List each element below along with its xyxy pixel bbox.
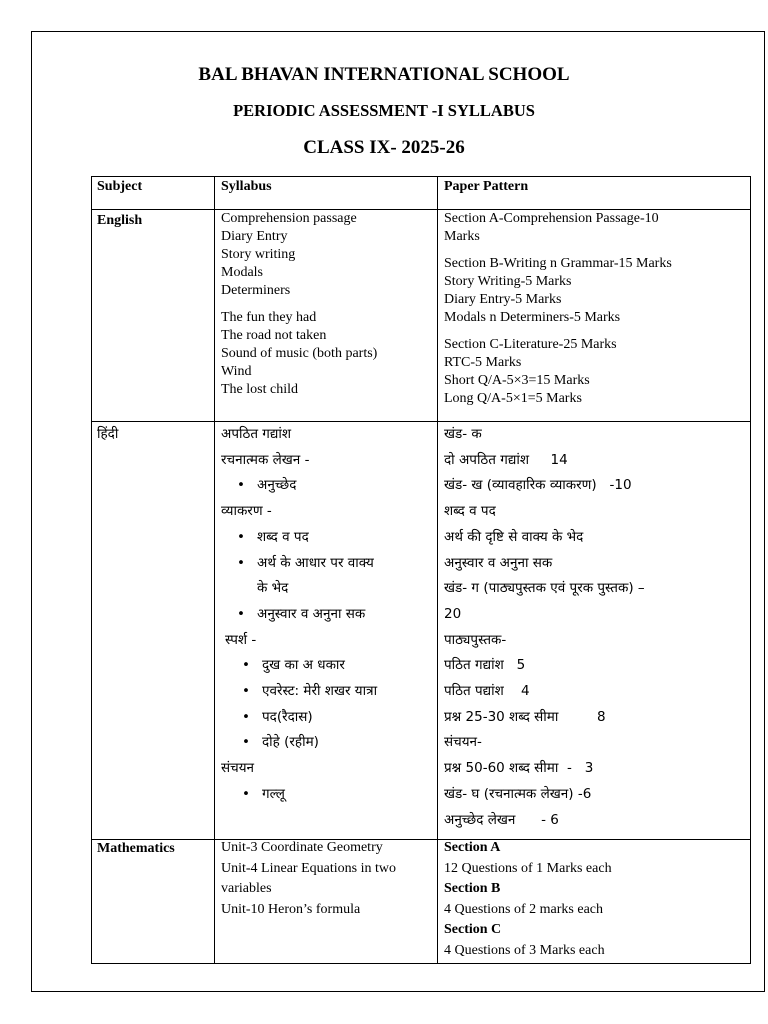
table-border-right <box>750 176 751 964</box>
english-pattern-line: Short Q/A-5×3=15 Marks <box>444 373 590 388</box>
hindi-pattern-line: अर्थ की दृष्टि से वाक्य के भेद <box>444 528 584 545</box>
hindi-syllabus-line: स्पर्श - <box>225 631 257 648</box>
header-syllabus: Syllabus <box>221 179 272 194</box>
english-syllabus-item: Determiners <box>221 283 291 298</box>
math-section-c-text: 4 Questions of 3 Marks each <box>444 942 605 958</box>
english-pattern-line: Long Q/A-5×1=5 Marks <box>444 391 582 406</box>
subject-english: English <box>97 213 143 228</box>
english-syllabus-item: Modals <box>221 265 263 280</box>
math-syllabus-line: Unit-4 Linear Equations in two <box>221 860 396 876</box>
english-syllabus-item: Diary Entry <box>221 229 288 244</box>
math-paper-pattern <box>444 838 612 962</box>
math-section-b-text: 4 Questions of 2 marks each <box>444 901 604 917</box>
math-section-c-heading: Section C <box>444 922 502 938</box>
math-section-a-text: 12 Questions of 1 Marks each <box>444 860 612 876</box>
hindi-syllabus-bullet: • एवरेस्ट: मेरी शखर यात्रा <box>221 679 377 705</box>
hindi-row-divider <box>91 839 751 840</box>
hindi-syllabus-line: के भेद <box>257 580 289 597</box>
math-syllabus <box>221 838 396 920</box>
english-literature-item: The road not taken <box>221 328 327 343</box>
hindi-pattern-line: प्रश्न 25-30 शब्द सीमा 8 <box>444 708 606 725</box>
english-literature-item: The fun they had <box>221 310 317 325</box>
hindi-pattern-line: दो अपठित गद्यांश 14 <box>444 451 568 468</box>
hindi-syllabus-bullet: • दोहे (रहीम) <box>221 730 377 756</box>
english-pattern-line: Section A-Comprehension Passage-10 <box>444 211 659 226</box>
math-section-a-heading: Section A <box>444 840 501 855</box>
hindi-pattern-line: प्रश्न 50-60 शब्द सीमा - 3 <box>444 760 594 777</box>
hindi-syllabus <box>221 422 377 808</box>
english-pattern-line: Modals n Determiners-5 Marks <box>444 310 621 325</box>
school-name: BAL BHAVAN INTERNATIONAL SCHOOL <box>198 64 570 85</box>
hindi-syllabus-bullet: • पद(रैदास) <box>221 705 377 731</box>
table-border-bottom <box>91 963 751 964</box>
hindi-pattern-line: 20 <box>444 605 462 622</box>
subject-mathematics: Mathematics <box>97 841 175 856</box>
column-divider-2 <box>437 176 438 964</box>
english-literature-item: Wind <box>221 364 252 379</box>
column-divider-1 <box>214 176 215 964</box>
english-pattern-line: RTC-5 Marks <box>444 355 522 370</box>
english-pattern-line: Story Writing-5 Marks <box>444 274 572 289</box>
hindi-syllabus-bullet: • अनुस्वार व अनुना सक <box>221 602 377 628</box>
english-literature-item: Sound of music (both parts) <box>221 346 378 361</box>
hindi-pattern-line: शब्द व पद <box>444 503 496 520</box>
syllabus-table <box>91 176 751 964</box>
math-syllabus-line: Unit-10 Heron’s formula <box>221 901 361 917</box>
subject-hindi: हिंदी <box>97 426 119 442</box>
hindi-pattern-line: पठित गद्यांश 5 <box>444 657 526 674</box>
header-paper-pattern: Paper Pattern <box>444 179 529 194</box>
math-syllabus-line: Unit-3 Coordinate Geometry <box>221 840 383 855</box>
english-syllabus-item: Story writing <box>221 247 296 262</box>
english-row-divider <box>91 421 751 422</box>
hindi-pattern-line: अनुच्छेद लेखन - 6 <box>444 811 559 828</box>
hindi-pattern-line: खंड- ग (पाठ्यपुस्तक एवं पूरक पुस्तक) – <box>444 580 645 597</box>
assessment-title: PERIODIC ASSESSMENT -I SYLLABUS <box>233 101 535 120</box>
hindi-syllabus-bullet: • अर्थ के आधार पर वाक्य <box>221 551 377 577</box>
hindi-syllabus-bullet: • अनुच्छेद <box>221 473 377 499</box>
hindi-syllabus-line: व्याकरण - <box>221 503 272 520</box>
class-title: CLASS IX- 2025-26 <box>303 137 465 158</box>
table-border-left <box>91 176 92 964</box>
english-pattern-line: Section B-Writing n Grammar-15 Marks <box>444 256 672 271</box>
header-subject: Subject <box>97 179 143 194</box>
hindi-syllabus-bullet: • दुख का अ धकार <box>221 653 377 679</box>
hindi-pattern-line: पाठ्यपुस्तक- <box>444 631 507 648</box>
english-literature-item: The lost child <box>221 382 298 397</box>
table-border-top <box>91 176 751 177</box>
hindi-pattern-line: पठित पद्यांश 4 <box>444 683 530 700</box>
hindi-pattern-line: खंड- क <box>444 426 482 442</box>
hindi-pattern-line: खंड- घ (रचनात्मक लेखन) -6 <box>444 785 592 802</box>
math-syllabus-line: variables <box>221 881 272 897</box>
english-pattern-line: Section C-Literature-25 Marks <box>444 337 617 352</box>
hindi-paper-pattern <box>444 422 645 833</box>
english-syllabus <box>221 210 377 399</box>
hindi-pattern-line: संचयन- <box>444 734 482 751</box>
english-paper-pattern <box>444 210 672 408</box>
hindi-syllabus-line: अपठित गद्यांश <box>221 426 292 442</box>
hindi-syllabus-bullet: • गल्लू <box>221 782 377 808</box>
hindi-syllabus-bullet: • शब्द व पद <box>221 525 377 551</box>
math-section-b-heading: Section B <box>444 881 501 897</box>
english-pattern-line: Marks <box>444 229 480 244</box>
english-syllabus-item: Comprehension passage <box>221 211 357 226</box>
hindi-syllabus-line: रचनात्मक लेखन - <box>221 451 310 468</box>
hindi-syllabus-line: संचयन <box>221 760 255 777</box>
english-pattern-line: Diary Entry-5 Marks <box>444 292 562 307</box>
hindi-pattern-line: खंड- ख (व्यावहारिक व्याकरण) -10 <box>444 477 632 494</box>
hindi-pattern-line: अनुस्वार व अनुना सक <box>444 554 553 571</box>
